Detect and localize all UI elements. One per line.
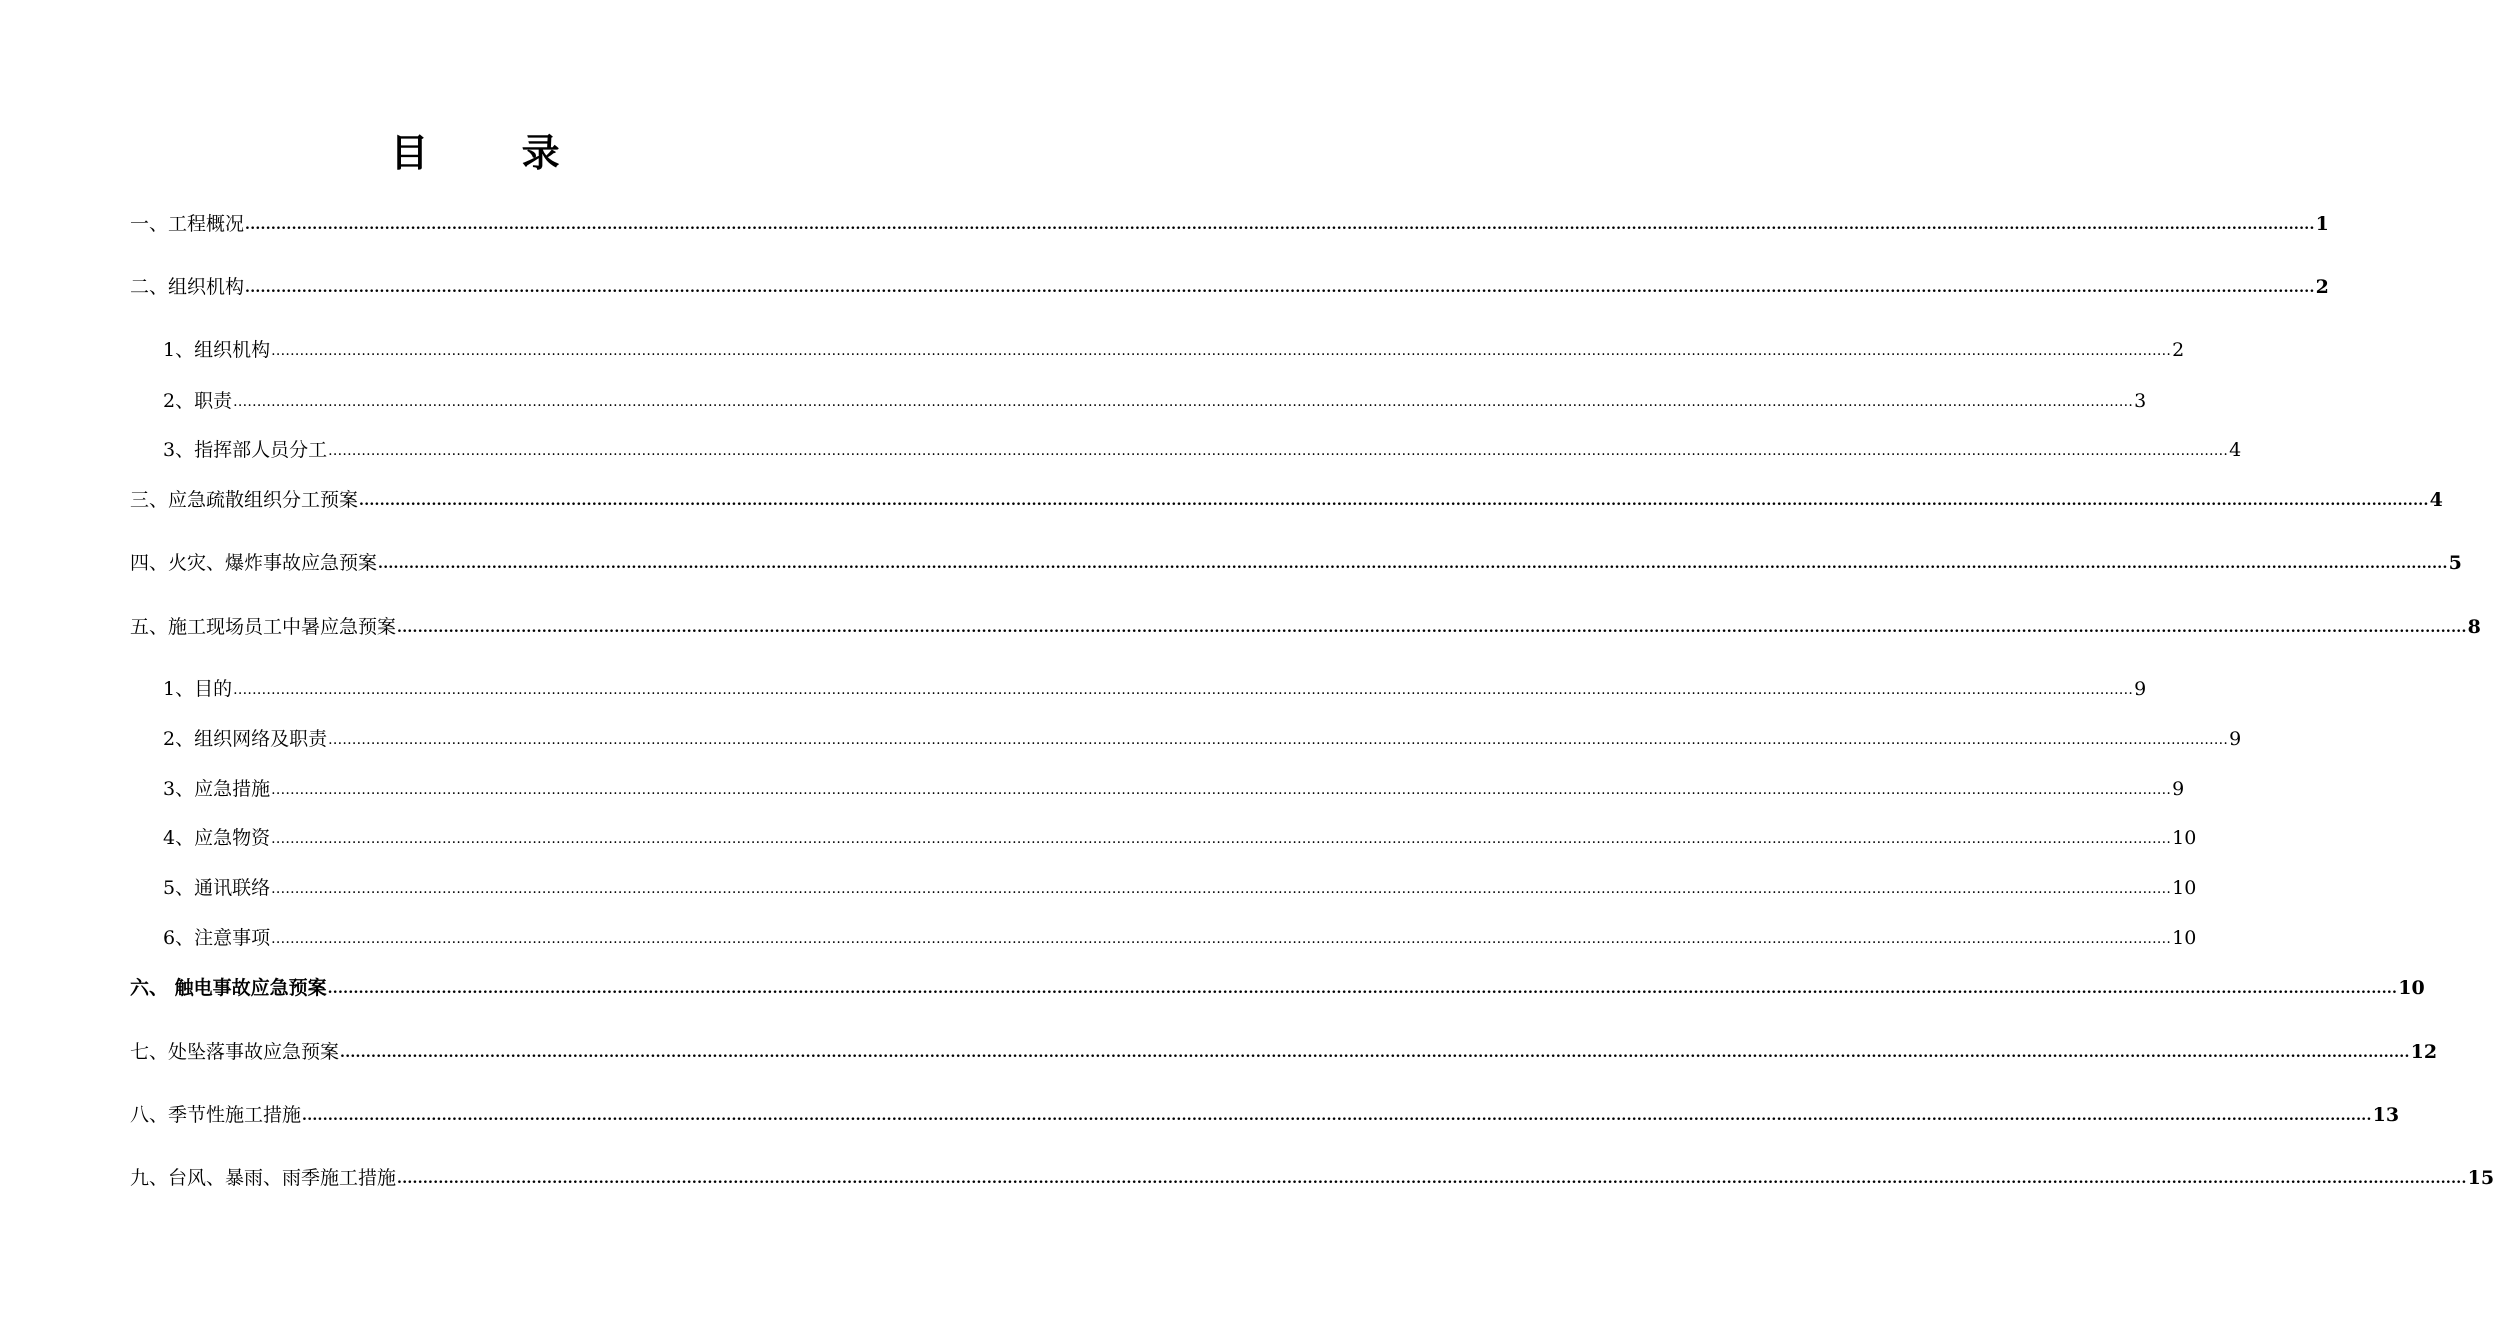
toc-dot-leader: ................................................................................................................................................................................................................................................................................................................................................................................................................ bbox=[245, 217, 2315, 233]
toc-title: 目 录 bbox=[390, 130, 600, 175]
toc-entry-page-number: 9 bbox=[2134, 678, 2147, 700]
toc-entry[interactable] bbox=[163, 925, 2197, 951]
toc-list bbox=[130, 0, 2494, 1344]
toc-entry[interactable] bbox=[130, 211, 2329, 237]
toc-entry-page-number: 9 bbox=[2172, 778, 2185, 800]
toc-entry-label: 七、处坠落事故应急预案 bbox=[130, 1041, 340, 1063]
toc-entry-label: 6、注意事项 bbox=[163, 927, 271, 949]
toc-entry-label: 二、组织机构 bbox=[130, 276, 245, 298]
toc-entry-label: 5、通讯联络 bbox=[163, 877, 271, 899]
toc-entry[interactable] bbox=[163, 437, 2242, 463]
toc-entry-page-number: 10 bbox=[2398, 977, 2425, 999]
toc-entry-page-number: 12 bbox=[2410, 1041, 2438, 1063]
toc-entry[interactable] bbox=[130, 1039, 2438, 1065]
toc-entry-page-number: 8 bbox=[2467, 616, 2481, 638]
toc-entry-label: 四、火灾、爆炸事故应急预案 bbox=[130, 552, 378, 574]
toc-entry-label: 1、组织机构 bbox=[163, 339, 271, 361]
toc-entry-page-number: 10 bbox=[2172, 827, 2197, 849]
toc-dot-leader: ................................................................................................................................................................................................................................................................................................................................................................................................................ bbox=[271, 881, 2172, 897]
toc-entry[interactable] bbox=[130, 550, 2462, 576]
toc-entry-page-number: 1 bbox=[2315, 213, 2329, 235]
toc-entry[interactable] bbox=[130, 487, 2443, 513]
toc-entry[interactable] bbox=[130, 1165, 2494, 1191]
toc-dot-leader: ................................................................................................................................................................................................................................................................................................................................................................................................................ bbox=[271, 831, 2172, 847]
toc-entry[interactable] bbox=[163, 825, 2197, 851]
toc-dot-leader: ................................................................................................................................................................................................................................................................................................................................................................................................................ bbox=[328, 732, 2229, 748]
toc-entry-label: 九、台风、暴雨、雨季施工措施 bbox=[130, 1167, 397, 1189]
toc-entry-page-number: 2 bbox=[2315, 276, 2329, 298]
toc-entry[interactable] bbox=[163, 337, 2185, 363]
toc-entry-page-number: 15 bbox=[2467, 1167, 2494, 1189]
toc-dot-leader: ................................................................................................................................................................................................................................................................................................................................................................................................................ bbox=[327, 981, 2398, 997]
toc-entry[interactable] bbox=[130, 1102, 2400, 1128]
toc-dot-leader: ................................................................................................................................................................................................................................................................................................................................................................................................................ bbox=[233, 394, 2134, 410]
toc-dot-leader: ................................................................................................................................................................................................................................................................................................................................................................................................................ bbox=[328, 443, 2229, 459]
toc-entry-label: 2、职责 bbox=[163, 390, 233, 412]
toc-entry[interactable] bbox=[130, 614, 2481, 640]
toc-dot-leader: ................................................................................................................................................................................................................................................................................................................................................................................................................ bbox=[378, 556, 2448, 572]
toc-entry-page-number: 2 bbox=[2172, 339, 2185, 361]
toc-entry-page-number: 10 bbox=[2172, 877, 2197, 899]
toc-entry-page-number: 9 bbox=[2229, 728, 2242, 750]
toc-entry[interactable] bbox=[163, 676, 2147, 702]
toc-entry-label: 3、指挥部人员分工 bbox=[163, 439, 328, 461]
toc-entry-page-number: 4 bbox=[2229, 439, 2242, 461]
toc-entry[interactable] bbox=[130, 274, 2329, 300]
toc-entry[interactable] bbox=[163, 875, 2197, 901]
toc-entry-label: 一、工程概况 bbox=[130, 213, 245, 235]
toc-entry-label: 2、组织网络及职责 bbox=[163, 728, 328, 750]
toc-entry[interactable] bbox=[130, 975, 2425, 1001]
toc-dot-leader: ................................................................................................................................................................................................................................................................................................................................................................................................................ bbox=[302, 1108, 2372, 1124]
toc-entry-page-number: 13 bbox=[2372, 1104, 2400, 1126]
toc-dot-leader: ................................................................................................................................................................................................................................................................................................................................................................................................................ bbox=[359, 493, 2429, 509]
toc-entry-label: 三、应急疏散组织分工预案 bbox=[130, 489, 359, 511]
toc-entry-label: 4、应急物资 bbox=[163, 827, 271, 849]
toc-entry-label: 六、 触电事故应急预案 bbox=[130, 977, 327, 999]
toc-dot-leader: ................................................................................................................................................................................................................................................................................................................................................................................................................ bbox=[271, 782, 2172, 798]
toc-dot-leader: ................................................................................................................................................................................................................................................................................................................................................................................................................ bbox=[340, 1045, 2410, 1061]
toc-dot-leader: ................................................................................................................................................................................................................................................................................................................................................................................................................ bbox=[397, 1171, 2467, 1187]
toc-entry[interactable] bbox=[163, 388, 2147, 414]
toc-dot-leader: ................................................................................................................................................................................................................................................................................................................................................................................................................ bbox=[397, 620, 2467, 636]
toc-dot-leader: ................................................................................................................................................................................................................................................................................................................................................................................................................ bbox=[245, 280, 2315, 296]
toc-entry-page-number: 3 bbox=[2134, 390, 2147, 412]
toc-entry-label: 五、施工现场员工中暑应急预案 bbox=[130, 616, 397, 638]
toc-dot-leader: ................................................................................................................................................................................................................................................................................................................................................................................................................ bbox=[271, 931, 2172, 947]
toc-entry[interactable] bbox=[163, 776, 2185, 802]
toc-entry-label: 八、季节性施工措施 bbox=[130, 1104, 302, 1126]
toc-entry-label: 3、应急措施 bbox=[163, 778, 271, 800]
toc-entry-page-number: 10 bbox=[2172, 927, 2197, 949]
toc-dot-leader: ................................................................................................................................................................................................................................................................................................................................................................................................................ bbox=[271, 343, 2172, 359]
toc-entry-page-number: 5 bbox=[2448, 552, 2462, 574]
toc-dot-leader: ................................................................................................................................................................................................................................................................................................................................................................................................................ bbox=[233, 682, 2134, 698]
toc-entry[interactable] bbox=[163, 726, 2242, 752]
toc-entry-page-number: 4 bbox=[2429, 489, 2443, 511]
toc-entry-label: 1、目的 bbox=[163, 678, 233, 700]
